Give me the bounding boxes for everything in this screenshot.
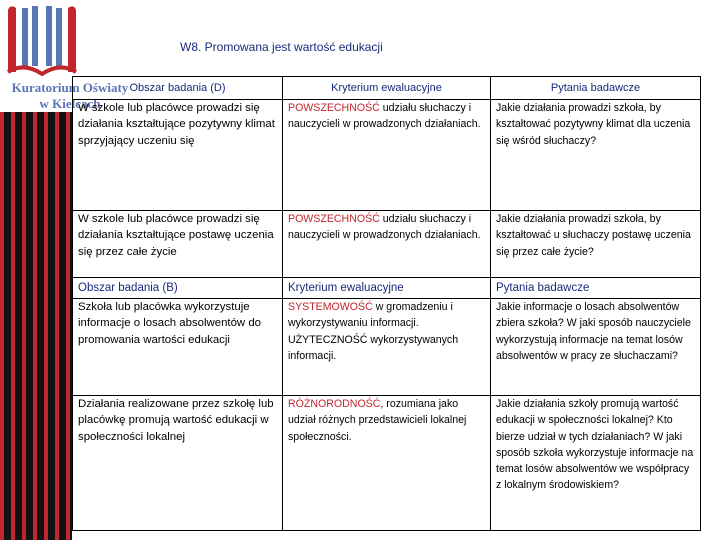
table-header-a xyxy=(73,77,701,100)
criterion-cell xyxy=(283,396,491,531)
criterion-cell xyxy=(283,211,491,278)
area-cell: W szkole lub placówce prowadzi się działania kształtujące postawę uczenia się przez całe życie xyxy=(73,211,283,278)
area-cell: Szkoła lub placówka wykorzystuje informacje o losach absolwentów do promowania wartości edukacji xyxy=(73,299,283,396)
criterion-rest: , rozumiana jako udział różnych przedstawicieli lokalnej społeczności. xyxy=(288,398,467,443)
question-cell: Jakie działania prowadzi szkoła, by kształtować pozytywny klimat dla uczenia się wśród słuchaczy? xyxy=(491,100,701,211)
criterion-rest: w gromadzeniu i wykorzystywaniu informacji. UŻYTECZNOŚĆ wykorzystywanych informacji. xyxy=(288,301,459,362)
evaluation-table xyxy=(72,76,701,531)
table-row xyxy=(73,100,701,211)
table-row xyxy=(73,299,701,396)
header-area: Obszar badania (D) xyxy=(73,77,283,100)
decorative-stripes xyxy=(0,110,72,540)
header-questions: Pytania badawcze xyxy=(491,77,701,100)
header-criterion: Kryterium ewaluacyjne xyxy=(283,77,491,100)
question-cell: Jakie działania prowadzi szkoła, by kształtować u słuchaczy postawę uczenia się przez całe życie? xyxy=(491,211,701,278)
criterion-key: RÓŻNORODNOŚĆ xyxy=(288,398,381,410)
criterion-rest: udziału słuchaczy i nauczycieli w prowadzonych działaniach. xyxy=(288,102,481,131)
table-row xyxy=(73,211,701,278)
table-row xyxy=(73,396,701,531)
page-title: W8. Promowana jest wartość edukacji xyxy=(180,40,383,54)
logo-line-2: w Kielcach xyxy=(39,96,101,111)
criterion-key: POWSZECHNOŚĆ xyxy=(288,102,380,114)
book-logo-icon xyxy=(2,2,82,76)
criterion-key: SYSTEMOWOŚĆ xyxy=(288,301,373,313)
header-area: Obszar badania (B) xyxy=(73,278,283,299)
table-header-b xyxy=(73,278,701,299)
header-criterion: Kryterium ewaluacyjne xyxy=(283,278,491,299)
criterion-cell xyxy=(283,299,491,396)
header-questions: Pytania badawcze xyxy=(491,278,701,299)
area-cell: Działania realizowane przez szkołę lub placówkę promują wartość edukacji w społeczności lokalnej xyxy=(73,396,283,531)
criterion-rest: udziału słuchaczy i nauczycieli w prowadzonych działaniach. xyxy=(288,213,481,242)
area-cell: W szkole lub placówce prowadzi się działania kształtujące pozytywny klimat sprzyjający uczeniu się xyxy=(73,100,283,211)
criterion-cell xyxy=(283,100,491,211)
question-cell: Jakie działania szkoły promują wartość edukacji w społeczności lokalnej? Kto bierze udział w tych działaniach? W jaki sposób szkoła wykorzystuje informacje na temat losów absolwentów we współpracy z lokalnym środowiskiem? xyxy=(491,396,701,531)
logo-line-1: Kuratorium Oświaty xyxy=(11,80,129,95)
criterion-key: POWSZECHNOŚĆ xyxy=(288,213,380,225)
question-cell: Jakie informacje o losach absolwentów zbiera szkoła? W jaki sposób nauczyciele wykorzystują informacje na temat losów absolwentów w pracy ze słuchaczami? xyxy=(491,299,701,396)
